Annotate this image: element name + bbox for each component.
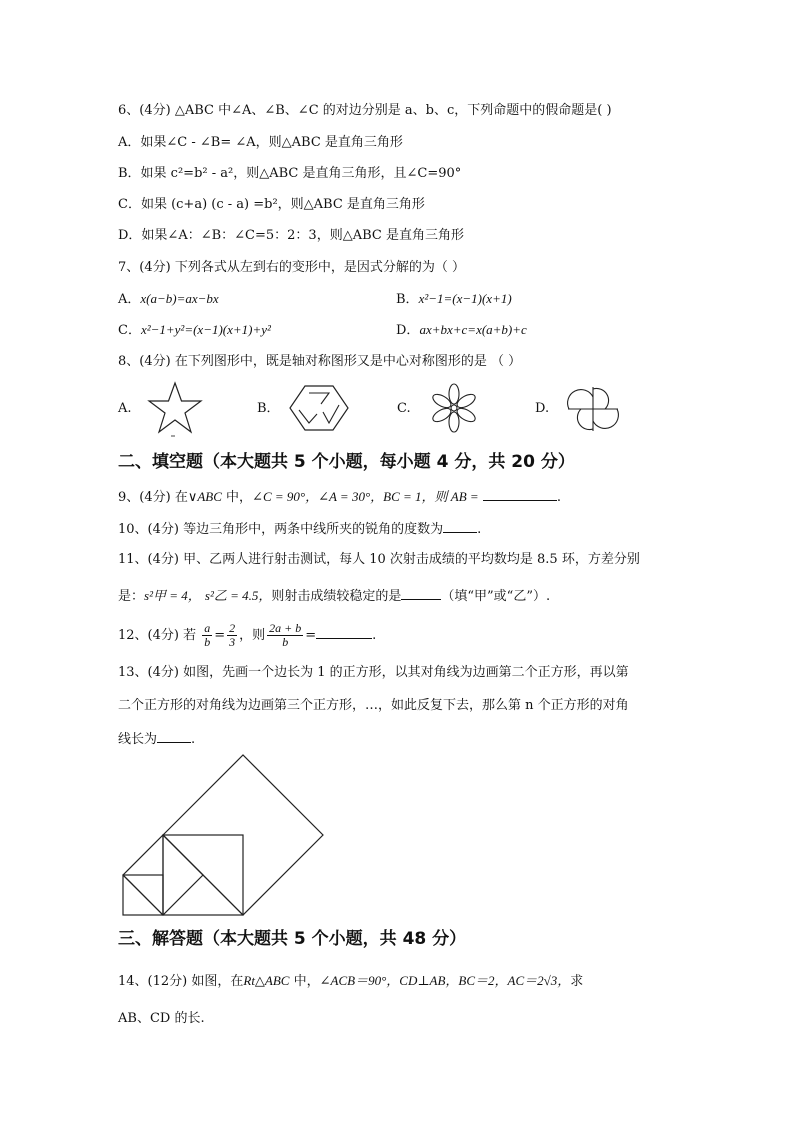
q7-stem: 7、(4分) 下列各式从左到右的变形中，是因式分解的为（ ）	[118, 260, 465, 275]
q9-mid: 中，	[221, 490, 253, 505]
q10-line	[118, 520, 481, 539]
section-3-heading: 三、解答题（本大题共 5 个小题，共 48 分）	[118, 929, 467, 949]
q12-eq: =	[214, 628, 226, 643]
q6-stem: 6、(4分) △ABC 中∠A、∠B、∠C 的对边分别是 a、b、c，下列命题中的假命题是( )	[118, 103, 612, 118]
q7-option-d	[396, 321, 527, 340]
q8-d-label: D.	[535, 401, 550, 416]
q6-option-d: D．如果∠A：∠B：∠C=5：2：3，则△ABC 是直角三角形	[118, 228, 464, 243]
nested-squares-figure	[118, 754, 340, 918]
star-figure	[144, 380, 206, 438]
q12-end: .	[372, 628, 377, 643]
q10-answer-blank[interactable]	[443, 520, 477, 533]
q8-a-label: A.	[118, 401, 132, 416]
six-petal-flower-figure	[428, 380, 480, 436]
q11-line1: 11、(4分) 甲、乙两人进行射击测试，每人 10 次射击成绩的平均数均是 8.5 环，方差分别	[118, 552, 640, 567]
q12-answer-blank[interactable]	[316, 626, 372, 639]
q13-answer-blank[interactable]	[157, 730, 191, 743]
q8-stem: 8、(4分) 在下列图形中，既是轴对称图形又是中心对称图形的是 （ ）	[118, 354, 522, 369]
q11-line2	[118, 587, 550, 606]
q14-mid: 中，	[289, 974, 320, 989]
q12-prefix: 12、(4分) 若	[118, 628, 197, 643]
q12-mid: ，则	[239, 628, 266, 643]
q7-d-expr: ax+bx+c=x(a+b)+c	[419, 322, 527, 337]
q9-end: .	[556, 490, 561, 505]
q9-triangle: ∨ABC	[187, 489, 222, 504]
pinwheel-figure	[565, 384, 621, 434]
q7-option-a	[118, 290, 219, 309]
q8-c-label: C.	[397, 401, 411, 416]
q9-line	[118, 488, 561, 507]
q12-fraction-a-over-b: $\frac{a}{b}$	[204, 621, 211, 649]
q13-line2: 二个正方形的对角线为边画第三个正方形，…，如此反复下去，那么第 n 个正方形的对角	[118, 698, 629, 713]
section-2-heading: 二、填空题（本大题共 5 个小题，每小题 4 分，共 20 分）	[118, 452, 575, 472]
q7-a-expr: x(a−b)=ax−bx	[140, 291, 219, 306]
q9-condition: ∠C = 90°，∠A = 30°，BC = 1，则 AB =	[252, 489, 479, 504]
q7-b-expr: x²−1=(x−1)(x+1)	[418, 291, 512, 306]
q14-line1	[118, 972, 583, 991]
q7-option-c	[118, 321, 271, 340]
q14-prefix: 14、(12分) 如图，在	[118, 974, 244, 989]
recycle-hexagon-figure	[287, 383, 351, 433]
q6-option-c: C．如果 (c+a) (c - a) =b²，则△ABC 是直角三角形	[118, 197, 425, 212]
q9-prefix: 9、(4分) 在	[118, 490, 188, 505]
q10-text: 10、(4分) 等边三角形中，两条中线所夹的锐角的度数为	[118, 522, 444, 537]
q6-option-a: A．如果∠C - ∠B= ∠A，则△ABC 是直角三角形	[118, 135, 403, 150]
q10-end: .	[477, 522, 482, 537]
q11-line2-mid: 则射击成绩较稳定的是	[271, 589, 402, 604]
q7-c-label: C．	[118, 323, 141, 338]
q8-b-label: B．	[257, 401, 280, 416]
q7-option-b	[396, 290, 512, 309]
q13-line1: 13、(4分) 如图，先画一个边长为 1 的正方形，以其对角线为边画第二个正方形，再以第	[118, 665, 629, 680]
q11-variance-jia: s²甲 = 4，	[144, 588, 201, 603]
q14-conditions: ∠ACB＝90°，CD⊥AB，BC＝2，AC＝2√3，	[319, 973, 571, 988]
q12-fraction-2-over-3: $\frac{2}{3}$	[229, 621, 236, 649]
q13-line3	[118, 730, 195, 749]
q13-end: .	[191, 732, 196, 747]
q14-line2: AB、CD 的长.	[118, 1011, 205, 1026]
q12-fraction-expr: $\frac{2a + b}{b}$	[269, 621, 302, 649]
q7-d-label: D．	[396, 323, 420, 338]
q12-eq2: =	[305, 628, 317, 643]
q14-triangle: Rt△ABC	[243, 973, 290, 988]
q7-c-expr: x²−1+y²=(x−1)(x+1)+y²	[140, 322, 271, 337]
q11-line2-prefix: 是：	[118, 589, 145, 604]
q11-answer-blank[interactable]	[401, 587, 441, 600]
q7-a-label: A．	[118, 292, 141, 307]
q6-option-b: B．如果 c²=b² - a²，则△ABC 是直角三角形，且∠C=90°	[118, 166, 462, 181]
q9-answer-blank[interactable]	[483, 488, 557, 501]
q14-ask: 求	[570, 974, 584, 989]
q7-b-label: B．	[396, 292, 419, 307]
q11-variance-yi: s²乙 = 4.5，	[204, 588, 272, 603]
q11-line2-end: （填“甲”或“乙”）.	[441, 589, 551, 604]
q12-line	[118, 622, 376, 650]
q13-line3-text: 线长为	[118, 732, 158, 747]
